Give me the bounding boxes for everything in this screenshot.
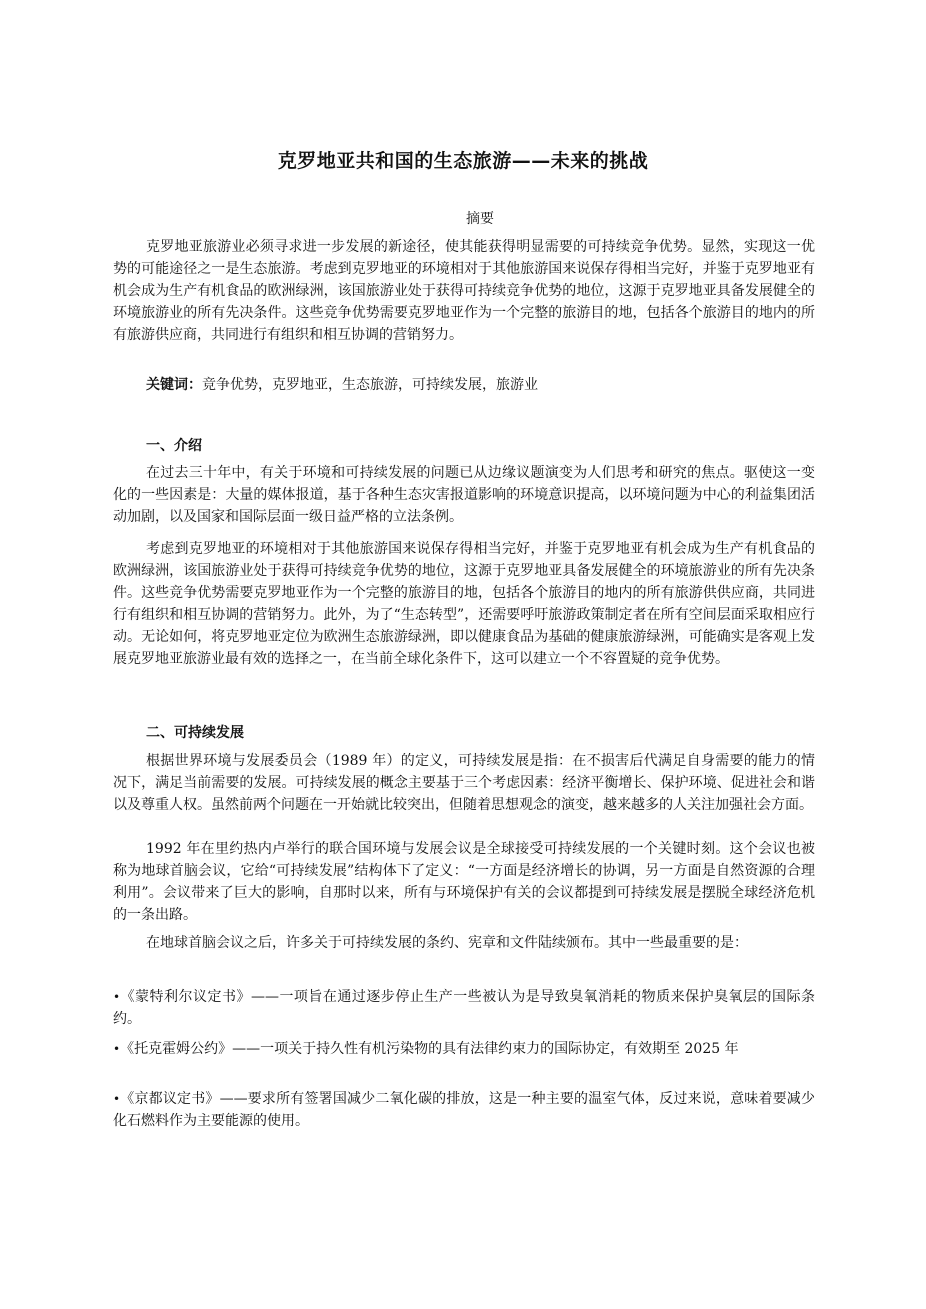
- list-item-text: 《蒙特利尔议定书》——一项旨在通过逐步停止生产一些被认为是导致臭氧消耗的物质来保护臭氧层的国际条约。: [113, 989, 815, 1027]
- keywords-label: 关键词：: [146, 377, 202, 393]
- section-2-paragraph-2: 1992 年在里约热内卢举行的联合国环境与发展会议是全球接受可持续发展的一个关键时刻。这个会议也被称为地球首脑会议，它给“可持续发展”结构体下了定义：“一方面是经济增长的协调，另一方面是自然资源的合理利用”。会议带来了巨大的影响，自那时以来，所有与环境保护有关的会议都提到可持续发展是摆脱全球经济危机的一条出路。: [113, 841, 815, 923]
- bullet-icon: •: [113, 990, 121, 1004]
- list-item: [113, 1088, 815, 1132]
- list-item-text: 《托克霍姆公约》——一项关于持久性有机污染物的具有法律约束力的国际协定，有效期至 2025 年: [120, 1041, 739, 1057]
- section-1-paragraph-1: 在过去三十年中，有关于环境和可持续发展的问题已从边缘议题演变为人们思考和研究的焦点。驱使这一变化的一些因素是：大量的媒体报道，基于各种生态灾害报道影响的环境意识提高，以环境问题为中心的利益集团活动加剧，以及国家和国际层面一级日益严格的立法条例。: [113, 465, 815, 525]
- abstract-text: 克罗地亚旅游业必须寻求进一步发展的新途径，使其能获得明显需要的可持续竞争优势。显然，实现这一优势的可能途径之一是生态旅游。考虑到克罗地亚的环境相对于其他旅游国来说保存得相当完好，并鉴于克罗地亚有机会成为生产有机食品的欧洲绿洲，该国旅游业处于获得可持续竞争优势的地位，这源于克罗地亚具备发展健全的环境旅游业的所有先决条件。这些竞争优势需要克罗地亚作为一个完整的旅游目的地，包括各个旅游目的地内的所有旅游供应商，共同进行有组织和相互协调的营销努力。: [113, 239, 815, 343]
- section-1-heading: 一、介绍: [146, 438, 202, 454]
- list-item-text: 《京都议定书》——要求所有签署国减少二氧化碳的排放，这是一种主要的温室气体，反过来说，意味着要减少化石燃料作为主要能源的使用。: [113, 1091, 815, 1129]
- list-item: [113, 1038, 815, 1060]
- abstract-heading: 摘要: [466, 211, 494, 227]
- bullet-icon: •: [113, 1092, 121, 1106]
- document-title: 克罗地亚共和国的生态旅游——未来的挑战: [277, 150, 649, 172]
- keywords-line: [113, 374, 815, 396]
- section-2-heading: 二、可持续发展: [146, 725, 244, 741]
- keywords-text: 竞争优势，克罗地亚，生态旅游，可持续发展，旅游业: [202, 377, 538, 393]
- section-2-paragraph-3: 在地球首脑会议之后，许多关于可持续发展的条约、宪章和文件陆续颁布。其中一些最重要的是：: [146, 935, 748, 951]
- section-2-paragraph-1: 根据世界环境与发展委员会（1989 年）的定义，可持续发展是指：在不损害后代满足自身需要的能力的情况下，满足当前需要的发展。可持续发展的概念主要基于三个考虑因素：经济平衡增长、保护环境、促进社会和谐以及尊重人权。虽然前两个问题在一开始就比较突出，但随着思想观念的演变，越来越多的人关注加强社会方面。: [113, 753, 815, 813]
- section-1-paragraph-2: 考虑到克罗地亚的环境相对于其他旅游国来说保存得相当完好，并鉴于克罗地亚有机会成为生产有机食品的欧洲绿洲，该国旅游业处于获得可持续竞争优势的地位，这源于克罗地亚具备发展健全的环境旅游业的所有先决条件。这些竞争优势需要克罗地亚作为一个完整的旅游目的地，包括各个旅游目的地内的所有旅游供供应商，共同进行有组织和相互协调的营销努力。此外，为了“生态转型”，还需要呼吁旅游政策制定者在所有空间层面采取相应行动。无论如何，将克罗地亚定位为欧洲生态旅游绿洲，即以健康食品为基础的健康旅游绿洲，可能确实是客观上发展克罗地亚旅游业最有效的选择之一，在当前全球化条件下，这可以建立一个不容置疑的竞争优势。: [113, 541, 815, 667]
- bullet-icon: •: [113, 1042, 121, 1056]
- list-item: [113, 986, 815, 1030]
